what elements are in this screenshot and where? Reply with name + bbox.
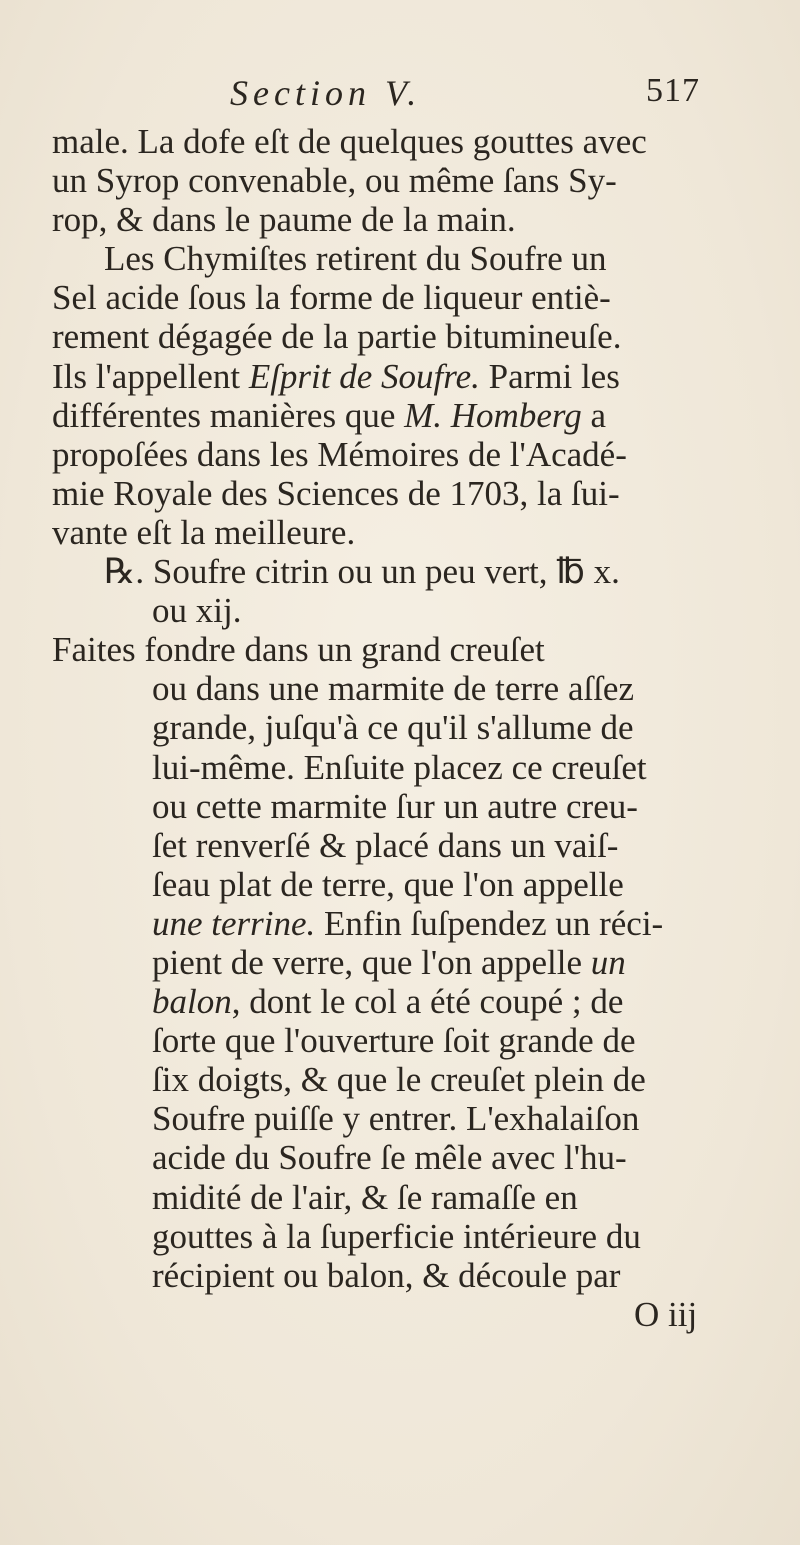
text-line: ou xij. [152, 591, 242, 631]
italic-run: un [590, 942, 626, 982]
text-line: gouttes à la ſuperficie intérieure du [152, 1216, 641, 1256]
text-line: lui-même. Enſuite placez ce creuſet [152, 747, 647, 787]
running-title: Section V. [230, 73, 422, 113]
text-run: pient de verre, que l'on appelle [152, 942, 591, 982]
text-run: , dont le col a été coupé ; de [231, 982, 624, 1022]
text-run: Enfin ſuſpendez un réci- [315, 903, 664, 943]
text-line [52, 357, 772, 396]
text-line: récipient ou balon, & découle par [152, 1255, 621, 1295]
text-line: ℞. Soufre citrin ou un peu vert, ℔ x. [104, 552, 620, 592]
italic-run: une terrine. [152, 903, 316, 943]
body-text [52, 122, 772, 1334]
text-line: Sel acide ſous la forme de liqueur entiè- [52, 278, 611, 318]
text-line: ou cette marmite ſur un autre creu- [152, 786, 638, 826]
text-run: différentes manières que [52, 395, 405, 435]
text-line: rement dégagée de la partie bitumineuſe. [52, 317, 622, 357]
text-line [52, 904, 772, 943]
italic-run: Eſprit de Soufre. [248, 356, 480, 396]
text-line [52, 943, 772, 982]
catchword: O iij [634, 1294, 698, 1334]
italic-run: M. Homberg [404, 395, 582, 435]
text-line: midité de l'air, & ſe ramaſſe en [152, 1177, 578, 1217]
text-run: a [581, 395, 606, 435]
text-line: Soufre puiſſe y entrer. L'exhalaiſon [152, 1099, 640, 1139]
text-line: propoſées dans les Mémoires de l'Acadé- [52, 434, 627, 474]
page-header [230, 72, 700, 112]
text-line: ſorte que l'ouverture ſoit grande de [152, 1021, 636, 1061]
italic-run: balon [152, 982, 232, 1022]
text-line: ſeau plat de terre, que l'on appelle [152, 864, 624, 904]
page-number: 517 [646, 72, 700, 109]
text-line: un Syrop convenable, ou même ſans Sy- [52, 161, 617, 201]
text-line: ſet renverſé & placé dans un vaiſ- [152, 825, 619, 865]
text-line [52, 396, 772, 435]
text-run: Parmi les [479, 356, 620, 396]
text-line: Les Chymiſtes retirent du Soufre un [104, 239, 607, 279]
text-line [52, 982, 772, 1021]
text-line: male. La dofe eſt de quelques gouttes avec [52, 122, 647, 161]
text-line: ou dans une marmite de terre aſſez [152, 669, 635, 709]
text-line: vante eſt la meilleure. [52, 512, 356, 552]
text-line: ſix doigts, & que le creuſet plein de [152, 1060, 646, 1100]
text-line: Faites fondre dans un grand creuſet [52, 630, 545, 670]
text-line: acide du Soufre ſe mêle avec l'hu- [152, 1138, 627, 1178]
text-line: mie Royale des Sciences de 1703, la ſui- [52, 473, 620, 513]
text-line: grande, juſqu'à ce qu'il s'allume de [152, 708, 634, 748]
text-line: rop, & dans le paume de la main. [52, 200, 516, 240]
text-run: Ils l'appellent [52, 356, 249, 396]
